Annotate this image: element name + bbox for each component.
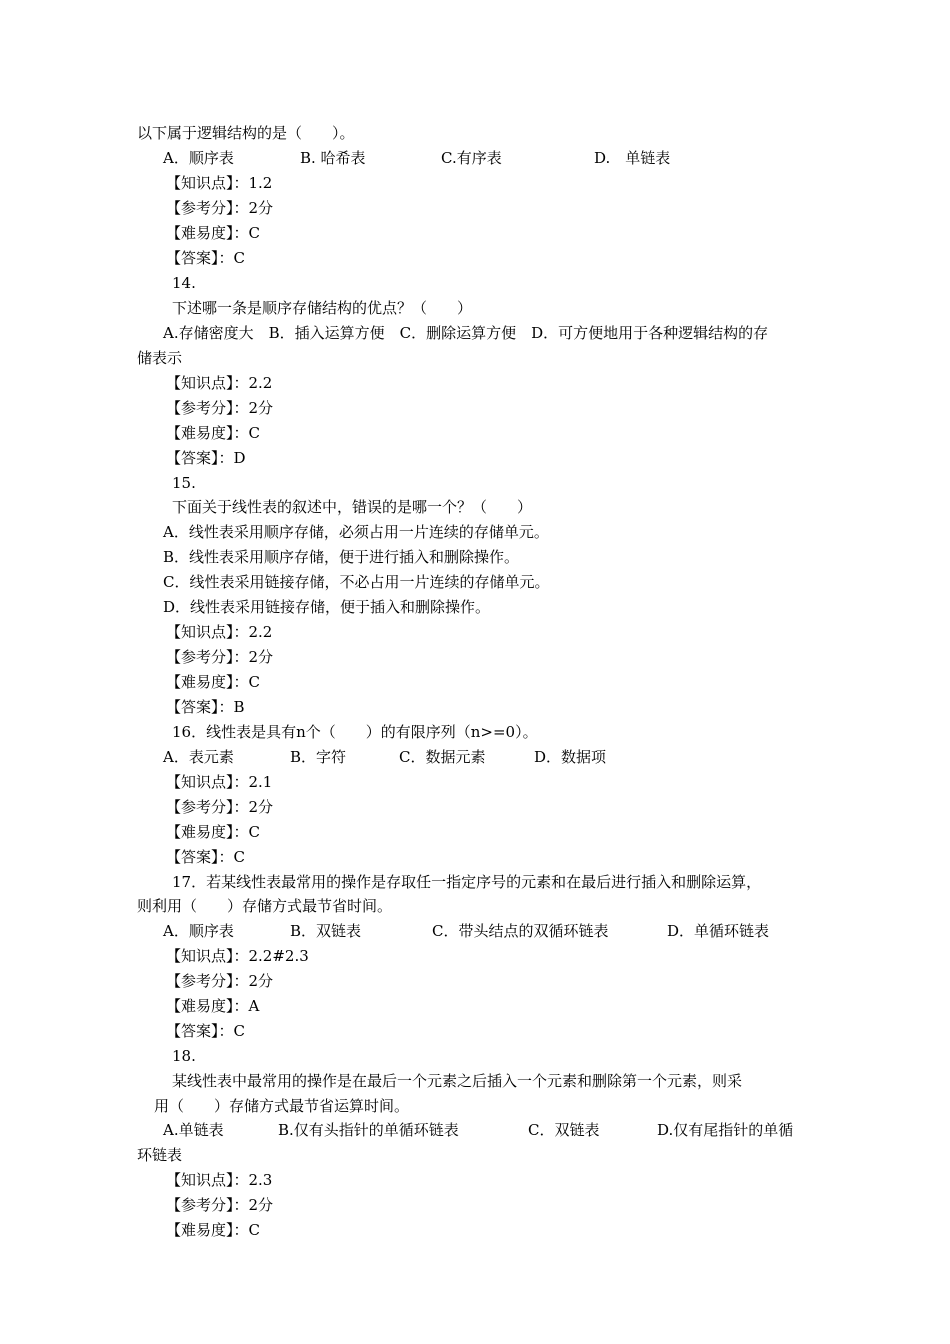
q17-score: 【参考分】：2分	[166, 972, 274, 990]
q17-knowledge: 【知识点】：2.2#2.3	[166, 947, 309, 965]
q14-options-line2: 储表示	[137, 349, 183, 367]
q18-option-a: A.单链表	[163, 1121, 224, 1139]
q14-knowledge: 【知识点】：2.2	[166, 374, 273, 392]
q16-option-a: A．表元素	[163, 748, 234, 766]
q18-option-d: D.仅有尾指针的单循	[657, 1121, 794, 1139]
q16-answer: 【答案】：C	[166, 848, 245, 866]
q18-option-b: B.仅有头指针的单循环链表	[278, 1121, 459, 1139]
q14-options-line1: A.存储密度大 B．插入运算方便 C．删除运算方便 D．可方便地用于各种逻辑结构的存	[163, 324, 769, 342]
q17-option-c: C．带头结点的双循环链表	[432, 922, 609, 940]
q14-stem: 下述哪一条是顺序存储结构的优点？（ ）	[172, 299, 473, 317]
q15-score: 【参考分】：2分	[166, 648, 274, 666]
q13-option-a: A．顺序表	[163, 149, 234, 167]
q16-option-c: C．数据元素	[399, 748, 486, 766]
q16-option-b: B．字符	[290, 748, 347, 766]
q15-option-a: A．线性表采用顺序存储，必须占用一片连续的存储单元。	[163, 523, 549, 541]
q13-difficulty: 【难易度】：C	[166, 224, 260, 242]
q14-score: 【参考分】：2分	[166, 399, 274, 417]
q16-option-d: D．数据项	[534, 748, 607, 766]
q18-knowledge: 【知识点】：2.3	[166, 1171, 273, 1189]
q15-option-c: C．线性表采用链接存储，不必占用一片连续的存储单元。	[163, 573, 550, 591]
q17-option-d: D．单循环链表	[667, 922, 770, 940]
q17-stem-line2: 则利用（ ）存储方式最节省时间。	[137, 897, 393, 915]
q15-option-b: B．线性表采用顺序存储，便于进行插入和删除操作。	[163, 548, 520, 566]
q13-option-d: D. 单链表	[594, 149, 671, 167]
q13-option-c: C.有序表	[441, 149, 502, 167]
q13-score: 【参考分】：2分	[166, 199, 274, 217]
q13-knowledge: 【知识点】：1.2	[166, 174, 273, 192]
q14-number: 14.	[172, 274, 196, 292]
q15-difficulty: 【难易度】：C	[166, 673, 260, 691]
q16-score: 【参考分】：2分	[166, 798, 274, 816]
q13-stem: 以下属于逻辑结构的是（ ）。	[137, 124, 355, 142]
q16-difficulty: 【难易度】：C	[166, 823, 260, 841]
q17-option-b: B．双链表	[290, 922, 362, 940]
q18-stem-line1: 某线性表中最常用的操作是在最后一个元素之后插入一个元素和删除第一个元素，则采	[172, 1072, 743, 1090]
q16-stem: 16．线性表是具有n个（ ）的有限序列（n>=0）。	[172, 723, 538, 741]
q15-number: 15.	[172, 474, 196, 492]
q14-difficulty: 【难易度】：C	[166, 424, 260, 442]
q17-difficulty: 【难易度】：A	[166, 997, 260, 1015]
q18-difficulty: 【难易度】：C	[166, 1221, 260, 1239]
q18-option-d-cont: 环链表	[137, 1146, 183, 1164]
q13-answer: 【答案】：C	[166, 249, 245, 267]
q18-option-c: C．双链表	[528, 1121, 600, 1139]
q18-stem-line2: 用（ ）存储方式最节省运算时间。	[154, 1097, 410, 1115]
q17-stem-line1: 17．若某线性表最常用的操作是存取任一指定序号的元素和在最后进行插入和删除运算，	[172, 873, 762, 891]
q15-stem: 下面关于线性表的叙述中，错误的是哪一个？（ ）	[172, 498, 533, 516]
q17-answer: 【答案】：C	[166, 1022, 245, 1040]
q15-option-d: D．线性表采用链接存储，便于插入和删除操作。	[163, 598, 491, 616]
q16-knowledge: 【知识点】：2.1	[166, 773, 273, 791]
q15-answer: 【答案】：B	[166, 698, 245, 716]
q18-score: 【参考分】：2分	[166, 1196, 274, 1214]
q13-option-b: B. 哈希表	[300, 149, 366, 167]
q17-option-a: A．顺序表	[163, 922, 234, 940]
q18-number: 18.	[172, 1047, 196, 1065]
q15-knowledge: 【知识点】：2.2	[166, 623, 273, 641]
q14-answer: 【答案】：D	[166, 449, 246, 467]
